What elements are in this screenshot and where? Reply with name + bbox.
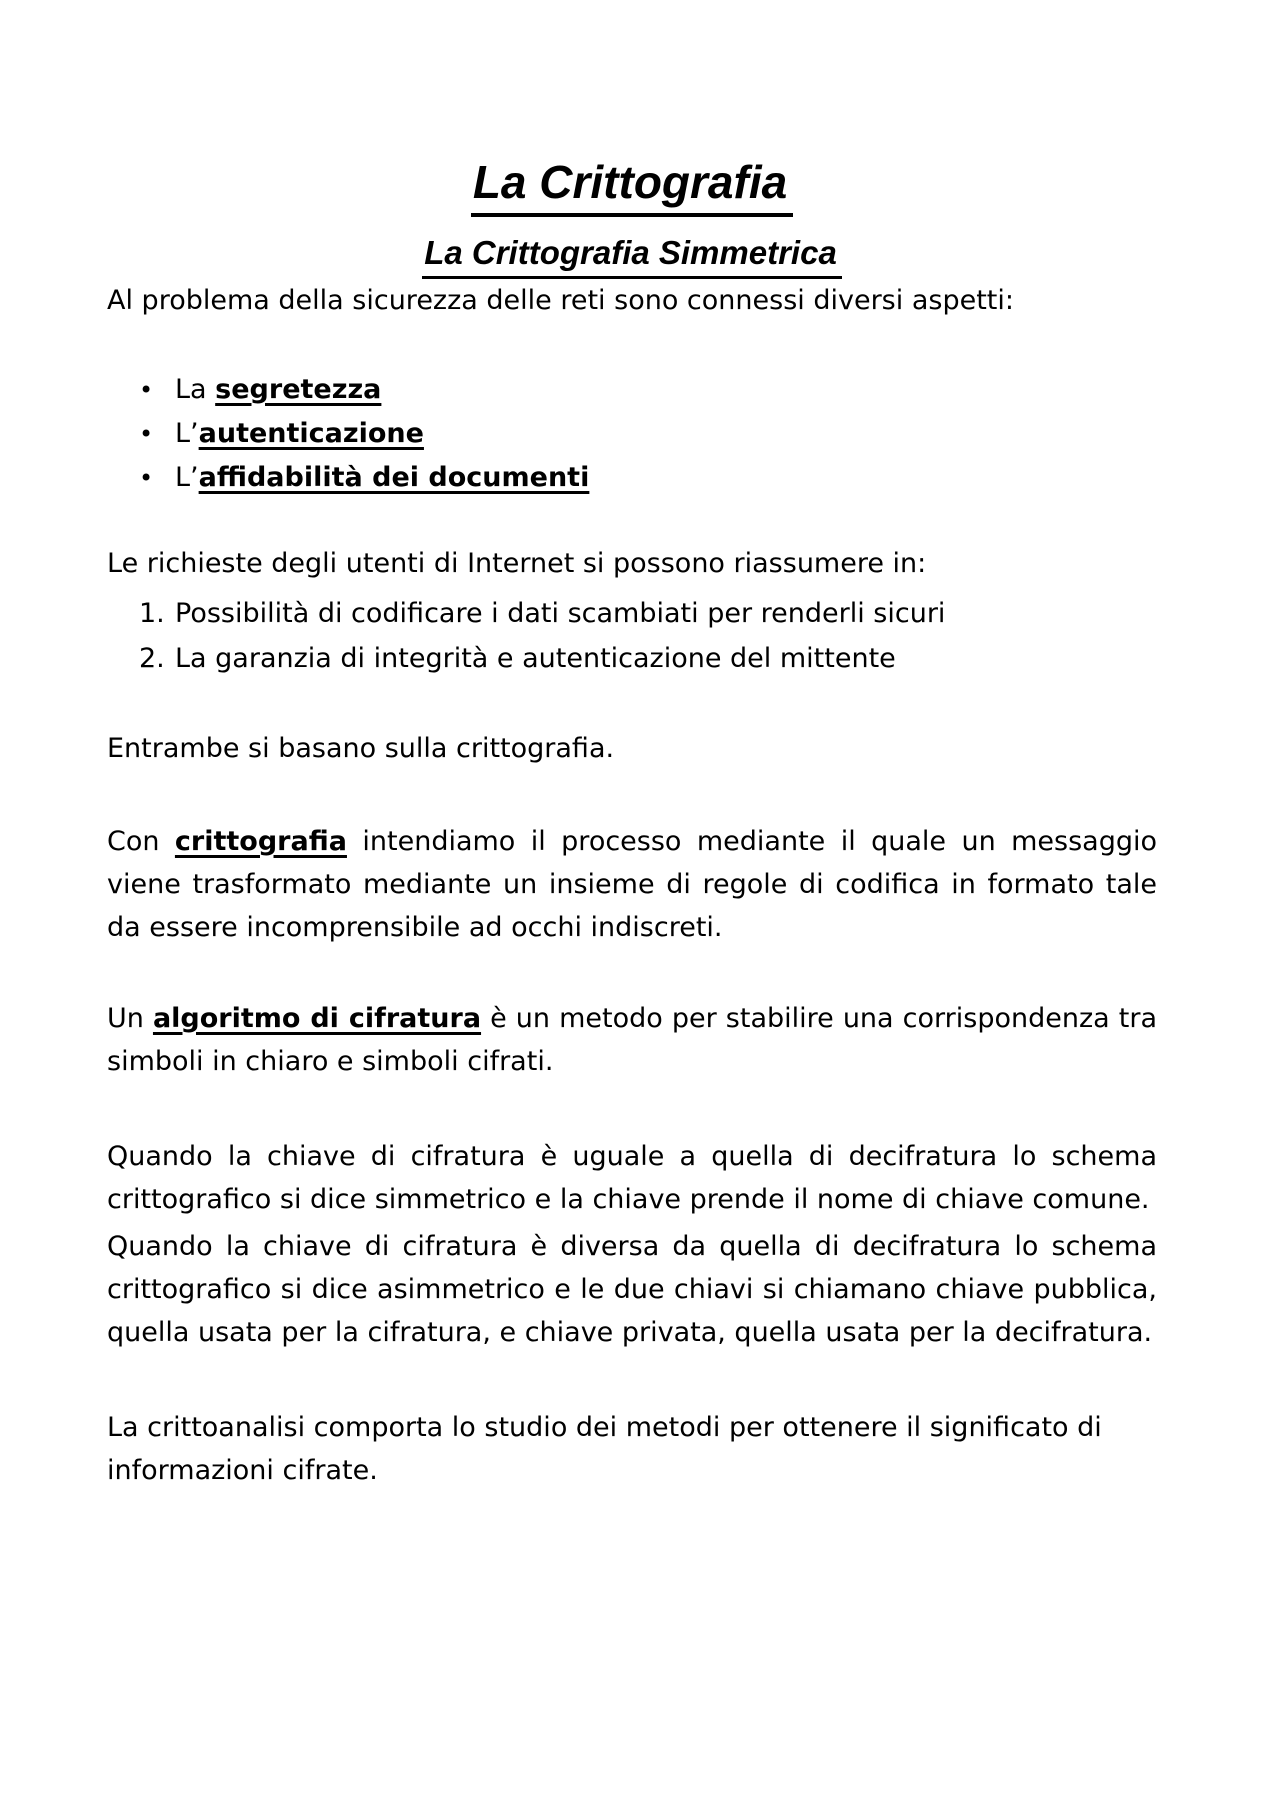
emphasized-term: affidabilità dei documenti <box>198 462 590 493</box>
requests-numbered-list <box>107 591 1157 681</box>
number-marker: 1. <box>139 598 165 629</box>
paragraph-cryptanalysis: La crittoanalisi comporta lo studio dei metodi per ottenere il significato di informazioni cifrate. <box>107 1412 1102 1486</box>
emphasized-term: algoritmo di cifratura <box>152 1003 482 1034</box>
emphasized-term: crittografia <box>174 826 347 857</box>
text-run: intendiamo il processo mediante il quale un messaggio viene trasformato mediante un insieme di regole di codifica in formato tale da essere incomprensibile ad occhi indiscreti. <box>107 826 1157 943</box>
text-run: Un <box>107 1003 153 1034</box>
text-run: L’ <box>175 418 199 449</box>
emphasized-term: autenticazione <box>198 418 424 449</box>
paragraph-algorithm-definition <box>107 997 1157 1083</box>
list-item-text <box>175 636 1157 681</box>
paragraph-requests-intro: Le richieste degli utenti di Internet si possono riassumere in: <box>107 548 927 579</box>
document-subtitle <box>107 231 1157 279</box>
paragraph-intro: Al problema della sicurezza delle reti sono connessi diversi aspetti: <box>107 285 1014 316</box>
text-run: La garanzia di integrità e autenticazione del mittente <box>175 643 896 674</box>
bullet-marker: • <box>139 464 154 492</box>
list-item <box>107 636 1157 681</box>
bullet-marker: • <box>139 376 154 404</box>
paragraph-symmetric-scheme: Quando la chiave di cifratura è uguale a quella di decifratura lo schema crittografico si dice simmetrico e la chiave prende il nome di chiave comune. <box>107 1141 1157 1215</box>
text-run: Con <box>107 826 175 857</box>
document-subtitle-text: La Crittografia Simmetrica <box>422 231 842 279</box>
list-item-text <box>175 591 1157 636</box>
text-run: L’ <box>175 462 199 493</box>
text-run: Possibilità di codificare i dati scambiati per renderli sicuri <box>175 598 946 629</box>
list-item <box>107 412 1157 456</box>
paragraph-asymmetric-scheme: Quando la chiave di cifratura è diversa da quella di decifratura lo schema crittografico si dice asimmetrico e le due chiavi si chiamano chiave pubblica, quella usata per la cifratura, e chiave privata, quella usata per la decifratura. <box>107 1231 1157 1348</box>
list-item-text <box>175 456 1157 500</box>
list-item <box>107 456 1157 500</box>
list-item <box>107 591 1157 636</box>
paragraph-crypto-definition <box>107 820 1157 949</box>
aspects-bullet-list <box>107 368 1157 500</box>
text-run: La <box>175 374 216 405</box>
list-item-text <box>175 412 1157 456</box>
bullet-marker: • <box>139 420 154 448</box>
document-title-text: La Crittografia <box>471 152 793 217</box>
emphasized-term: segretezza <box>215 374 382 405</box>
list-item-text <box>175 368 1157 412</box>
number-marker: 2. <box>139 643 165 674</box>
text-run: è un metodo per stabilire una corrispondenza tra simboli in chiaro e simboli cifrati. <box>107 1003 1157 1077</box>
document-title <box>107 152 1157 217</box>
paragraph-both-based: Entrambe si basano sulla crittografia. <box>107 733 615 764</box>
list-item <box>107 368 1157 412</box>
